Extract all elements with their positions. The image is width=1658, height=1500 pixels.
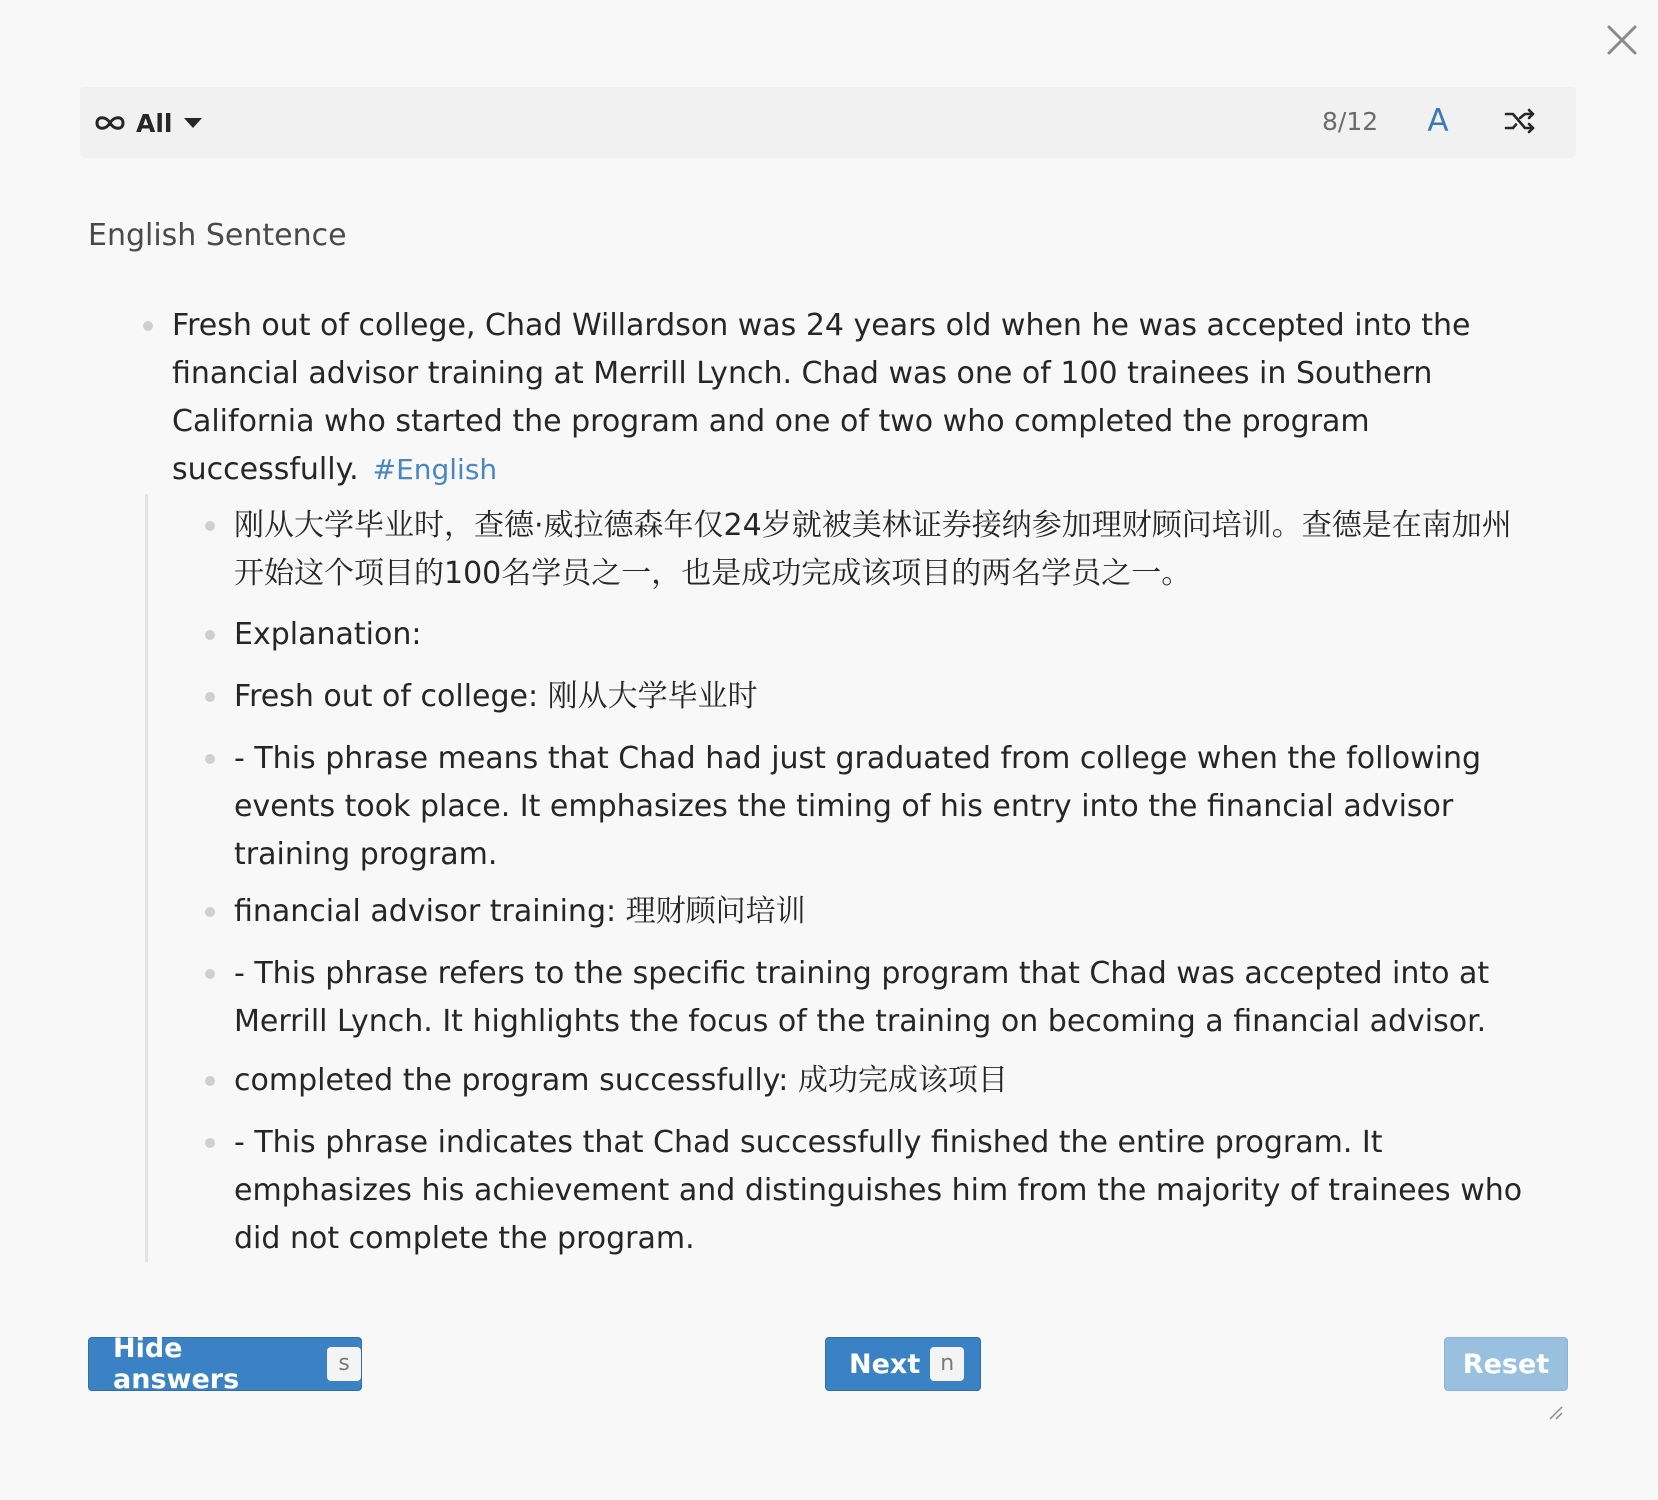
- infinity-icon: [94, 113, 126, 133]
- hide-answers-label: Hide answers: [113, 1333, 240, 1395]
- answer-item: Explanation:: [234, 617, 422, 652]
- answer-item: - This phrase refers to the specific training program that Chad was accepted into at Merrill Lynch. It highlights the focus of the training on becoming a financial advisor.: [234, 956, 1490, 1039]
- font-toggle-button[interactable]: A: [1427, 103, 1449, 139]
- resize-handle[interactable]: [1548, 1405, 1564, 1421]
- shortcut-key-badge: n: [930, 1347, 964, 1381]
- hide-answers-button[interactable]: [88, 1333, 362, 1395]
- deck-title: English Sentence: [88, 218, 347, 253]
- card-counter: 8/12: [1322, 107, 1379, 136]
- answer-bullet: [205, 1138, 215, 1148]
- close-icon: [1604, 22, 1640, 58]
- shortcut-key-badge: s: [327, 1347, 361, 1381]
- caret-down-icon: [183, 117, 203, 129]
- answer-bullet: [205, 754, 215, 764]
- answer-bullet: [205, 969, 215, 979]
- question-text: Fresh out of college, Chad Willardson was 24 years old when he was accepted into the financial advisor training at Merrill Lynch. Chad was one of 100 trainees in Southern California who started the program and one of two who completed the program successfully.: [172, 308, 1471, 487]
- answer-bullet: [205, 692, 215, 702]
- close-button[interactable]: [1604, 22, 1640, 58]
- answer-item: 刚从大学毕业时，查德·威拉德森年仅24岁就被美林证券接纳参加理财顾问培训。查德是在南加州开始这个项目的100名学员之一，也是成功完成该项目的两名学员之一。: [234, 508, 1512, 591]
- question-block: [172, 302, 1512, 494]
- mode-selector[interactable]: [94, 105, 203, 141]
- resize-grip-icon: [1548, 1405, 1564, 1421]
- toolbar: [80, 87, 1576, 158]
- answer-item: Fresh out of college: 刚从大学毕业时: [234, 679, 758, 714]
- answer-item: financial advisor training: 理财顾问培训: [234, 894, 806, 929]
- answer-item: completed the program successfully: 成功完成该项目: [234, 1063, 1008, 1098]
- shuffle-icon: [1502, 103, 1538, 139]
- reset-button[interactable]: [1444, 1337, 1568, 1391]
- reset-label: Reset: [1462, 1348, 1550, 1380]
- answer-bullet: [205, 1076, 215, 1086]
- answer-indent-rule: [145, 494, 148, 1262]
- tag-link[interactable]: #English: [372, 453, 498, 486]
- answer-item: - This phrase means that Chad had just graduated from college when the following events took place. It emphasizes the timing of his entry into the financial advisor training program.: [234, 741, 1482, 872]
- mode-label: All: [136, 108, 173, 138]
- shuffle-button[interactable]: [1502, 103, 1538, 139]
- next-button[interactable]: [825, 1337, 981, 1391]
- answer-bullet: [205, 630, 215, 640]
- question-bullet: [143, 321, 153, 331]
- answer-bullet: [205, 521, 215, 531]
- answer-bullet: [205, 907, 215, 917]
- answer-item: - This phrase indicates that Chad successfully finished the entire program. It emphasizes his achievement and distinguishes him from the majority of trainees who did not complete the program.: [234, 1125, 1523, 1256]
- next-label: Next: [849, 1348, 921, 1380]
